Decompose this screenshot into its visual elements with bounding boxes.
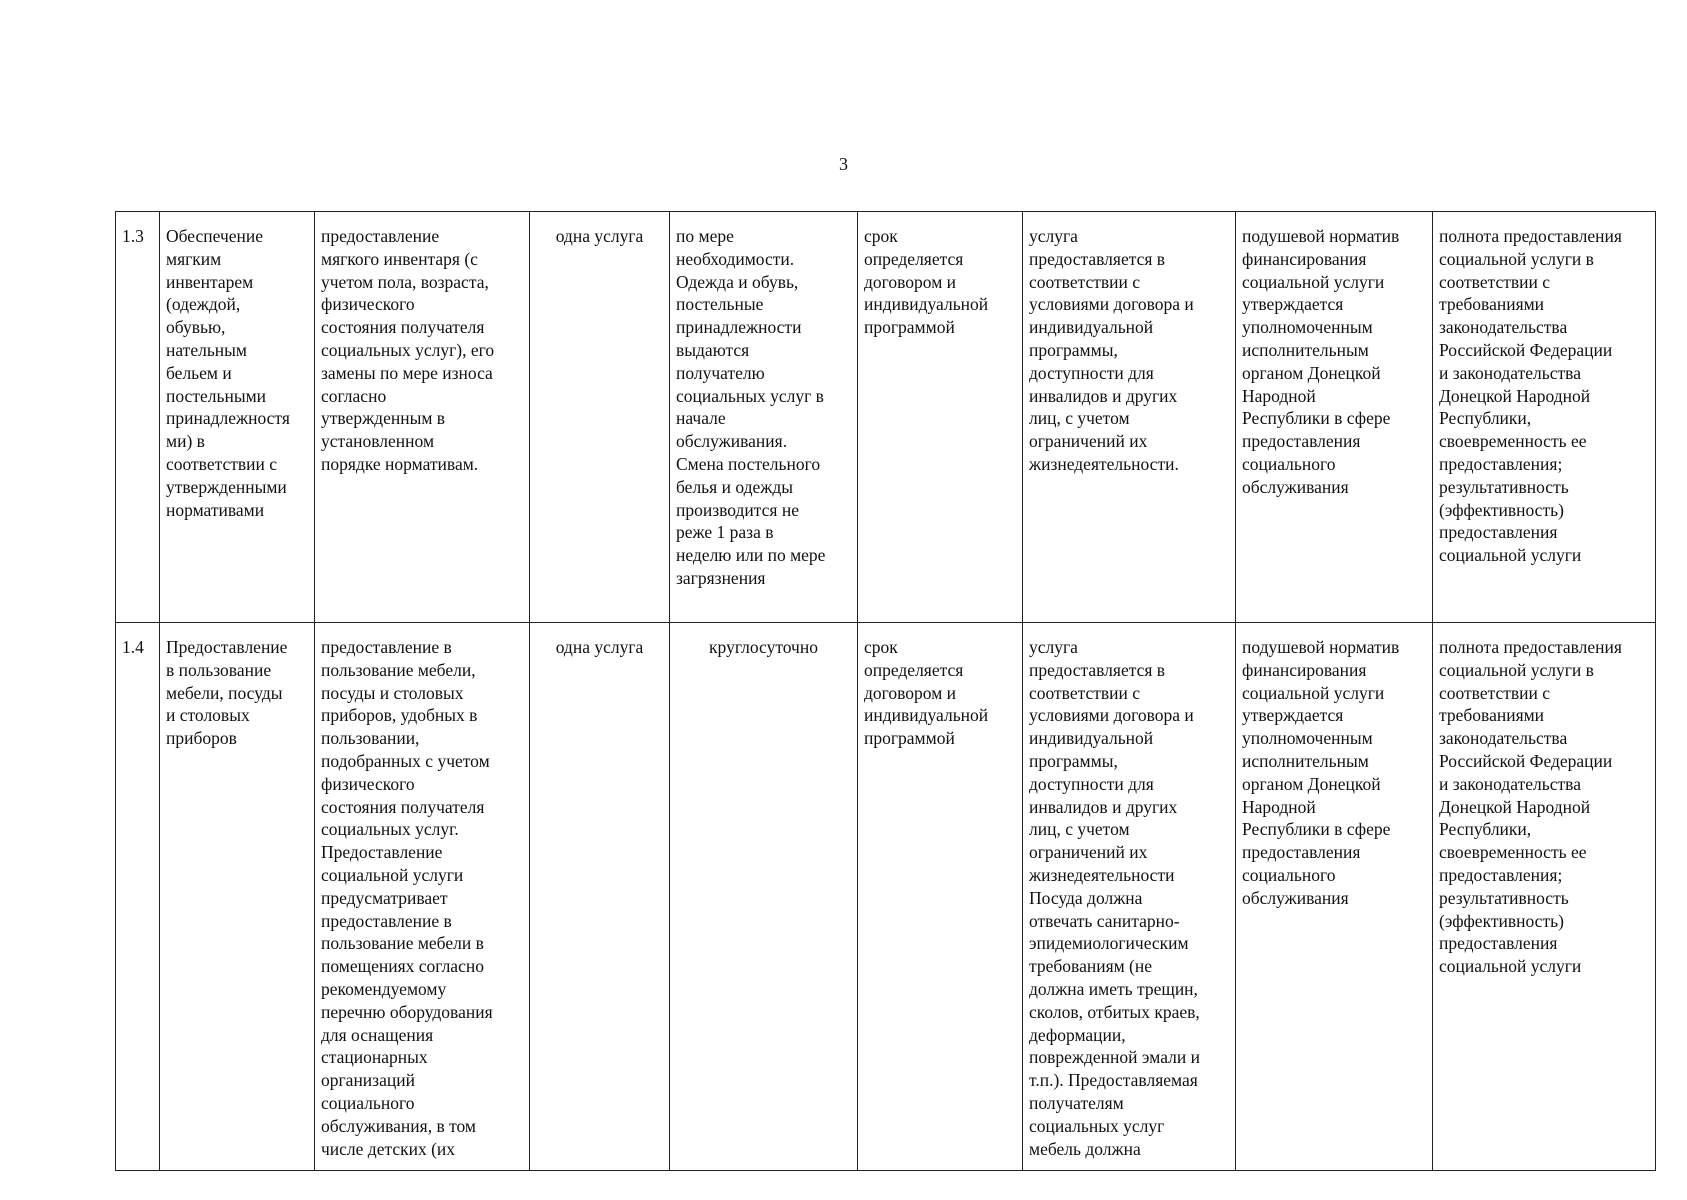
service-conditions: услуга предоставляется в соответствии с условиями договора и индивидуальной программы, доступности для инвалидов и других лиц, с учетом ограничений их жизнедеятельности. — [1023, 212, 1236, 623]
service-period: по мере необходимости. Одежда и обувь, постельные принадлежности выдаются получателю социальных услуг в начале обслуживания. Смена постельного белья и одежды производится не реже 1 раза в неделю или по мере загрязнения — [670, 212, 858, 623]
service-description: предоставление мягкого инвентаря (с учетом пола, возраста, физического состояния получателя социальных услуг), его замены по мере износа согласно утвержденным в установленном порядке нормативам. — [315, 212, 530, 623]
page-number: 3 — [839, 154, 848, 174]
service-conditions: услуга предоставляется в соответствии с условиями договора и индивидуальной программы, доступности для инвалидов и других лиц, с учетом ограничений их жизнедеятельности Посуда должна отвечать санитарно- эпидемиологическим требованиям (не должна иметь трещин, сколов, отбитых краев, деформации, поврежденной эмали и т.п.). Предоставляемая получателям социальных услуг мебель должна — [1023, 623, 1236, 1171]
service-name: Обеспечение мягким инвентарем (одеждой, обувью, нательным бельем и постельными принадлежностя ми) в соответствии с утвержденными нормативами — [160, 212, 315, 623]
service-period: круглосуточно — [670, 623, 858, 1171]
service-name: Предоставление в пользование мебели, посуды и столовых приборов — [160, 623, 315, 1171]
service-description: предоставление в пользование мебели, посуды и столовых приборов, удобных в пользовании, подобранных с учетом физического состояния получателя социальных услуг. Предоставление социальной услуги предусматривает предоставление в пользование мебели в помещениях согласно рекомендуемому перечню оборудования для оснащения стационарных организаций социального обслуживания, в том числе детских (их — [315, 623, 530, 1171]
service-financing: подушевой норматив финансирования социальной услуги утверждается уполномоченным исполнительным органом Донецкой Народной Республики в сфере предоставления социального обслуживания — [1236, 623, 1433, 1171]
service-financing: подушевой норматив финансирования социальной услуги утверждается уполномоченным исполнительным органом Донецкой Народной Республики в сфере предоставления социального обслуживания — [1236, 212, 1433, 623]
table-row — [116, 212, 1656, 623]
service-term: срок определяется договором и индивидуальной программой — [858, 623, 1023, 1171]
service-number: 1.3 — [116, 212, 160, 623]
service-volume: одна услуга — [530, 212, 670, 623]
table-row — [116, 623, 1656, 1171]
service-volume: одна услуга — [530, 623, 670, 1171]
service-quality: полнота предоставления социальной услуги в соответствии с требованиями законодательства Российской Федерации и законодательства Донецкой Народной Республики, своевременность ее предоставления; результативность (эффективность) предоставления социальной услуги — [1433, 623, 1656, 1171]
service-term: срок определяется договором и индивидуальной программой — [858, 212, 1023, 623]
service-quality: полнота предоставления социальной услуги в соответствии с требованиями законодательства Российской Федерации и законодательства Донецкой Народной Республики, своевременность ее предоставления; результативность (эффективность) предоставления социальной услуги — [1433, 212, 1656, 623]
services-table — [115, 211, 1656, 1171]
service-number: 1.4 — [116, 623, 160, 1171]
